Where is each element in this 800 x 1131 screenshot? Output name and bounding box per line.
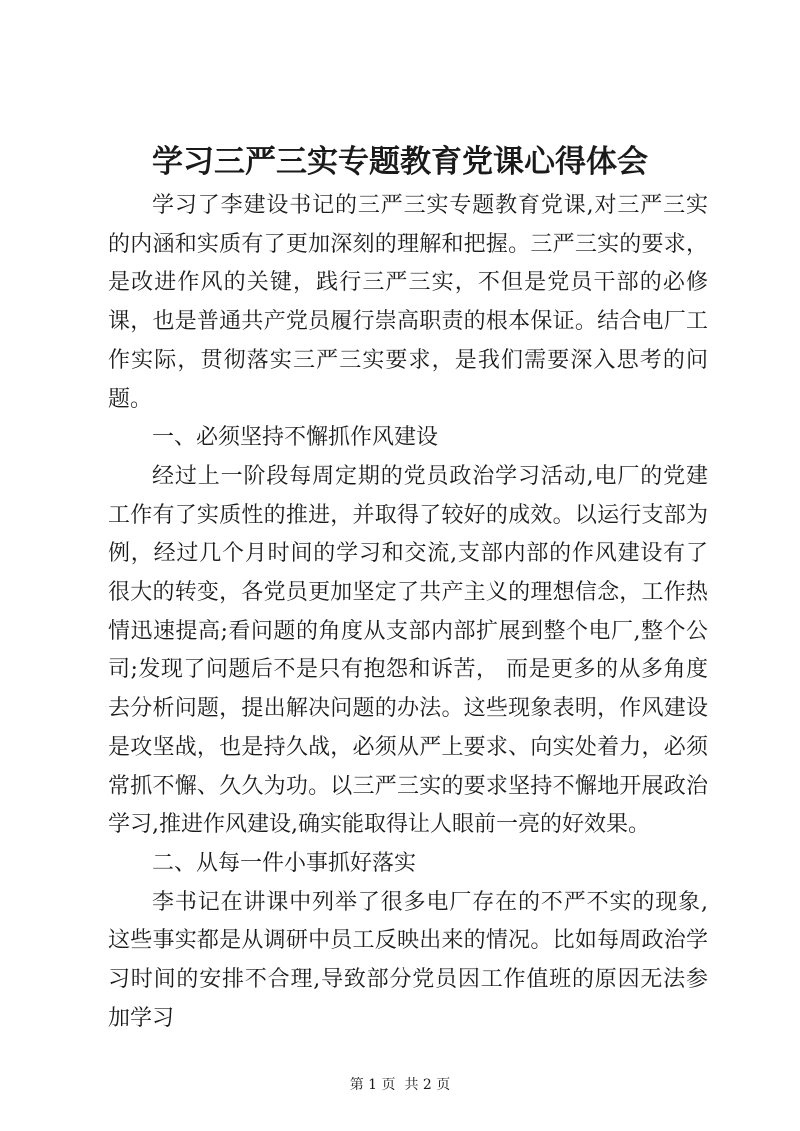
document-title: 学习三严三实专题教育党课心得体会 — [152, 144, 648, 180]
paragraph-intro: 学习了李建设书记的三严三实专题教育党课,对三严三实的内涵和实质有了更加深刻的理解和把握。三严三实的要求，是改进作风的关键，践行三严三实，不但是党员干部的必修课，也是普通共产党员履行崇高职责的根本保证。结合电厂工作实际，贯彻落实三严三实要求，是我们需要深入思考的问题。 — [108, 193, 708, 412]
document-body — [108, 187, 708, 1038]
section-heading-1: 一、必须坚持不懈抓作风建设 — [152, 425, 439, 451]
page-footer — [0, 1076, 800, 1094]
paragraph-section-1: 经过上一阶段每周定期的党员政治学习活动,电厂的党建工作有了实质性的推进，并取得了较好的成效。以运行支部为例，经过几个月时间的学习和交流,支部内部的作风建设有了很大的转变，各党员更加坚定了共产主义的理想信念，工作热情迅速提高;看问题的角度从支部内部扩展到整个电厂,整个公司;发现了问题后不是只有抱怨和诉苦， 而是更多的从多角度去分析问题，提出解决问题的办法。这些现象表明，作风建设是攻坚战，也是持久战，必须从严上要求、向实处着力，必须常抓不懈、久久为功。以三严三实的要求坚持不懈地开展政治学习,推进作风建设,确实能取得让人眼前一亮的好效果。 — [108, 463, 708, 838]
section-heading-2: 二、从每一件小事抓好落实 — [152, 850, 417, 876]
paragraph-section-2: 李书记在讲课中列举了很多电厂存在的不严不实的现象,这些事实都是从调研中员工反映出来的情况。比如每周政治学习时间的安排不合理,导致部分党员因工作值班的原因无法参加学习 — [108, 889, 708, 1031]
page-number-label: 第 1 页 共 2 页 — [349, 1077, 451, 1093]
